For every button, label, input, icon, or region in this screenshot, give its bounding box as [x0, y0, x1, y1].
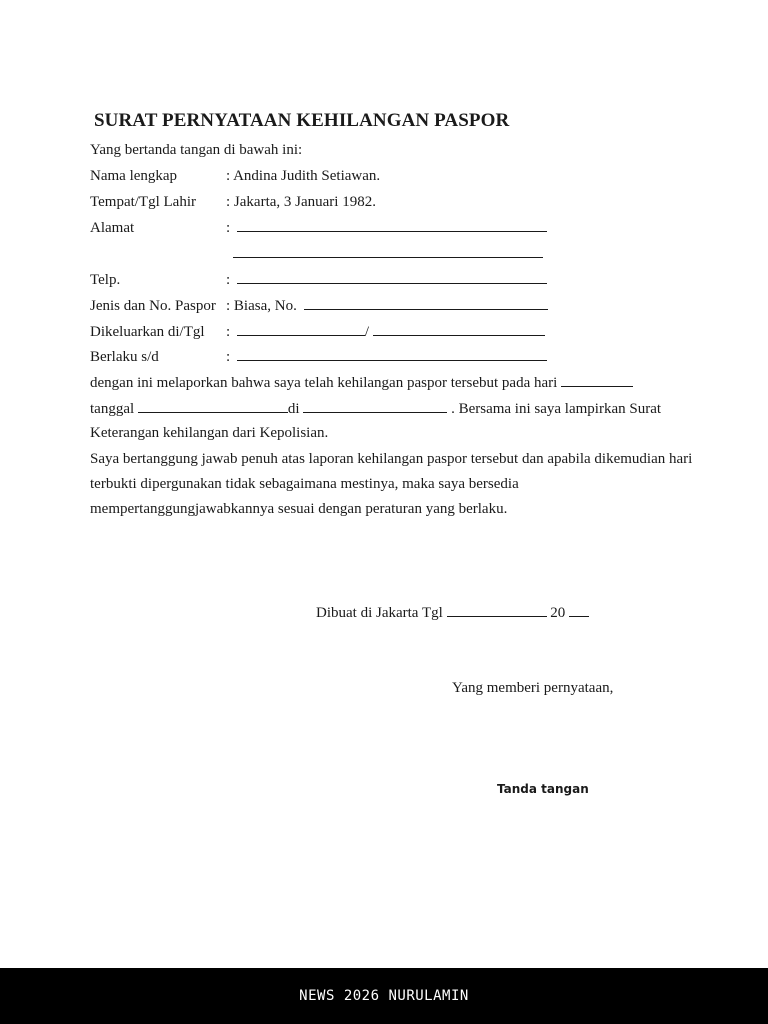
field-telp-label: Telp.: [90, 272, 121, 288]
dikeluarkan-separator: /: [364, 324, 370, 340]
field-dikeluarkan-colon: :: [226, 324, 231, 340]
field-paspor-label: Jenis dan No. Paspor: [90, 298, 216, 314]
field-telp: [90, 269, 547, 289]
telp-blank[interactable]: [237, 269, 547, 284]
field-alamat-label: Alamat: [90, 220, 135, 236]
intro-text: Yang bertanda tangan di bawah ini:: [90, 142, 303, 158]
field-telp-colon: :: [226, 272, 231, 288]
made-at-prefix: Dibuat di Jakarta Tgl: [316, 605, 443, 621]
field-ttl-value: : Jakarta, 3 Januari 1982.: [226, 194, 376, 210]
paspor-number-blank[interactable]: [304, 295, 548, 310]
report-line-2-tail: . Bersama ini saya lampirkan Surat: [451, 401, 662, 417]
made-year-blank[interactable]: [569, 602, 589, 617]
responsibility-line-1: Saya bertanggung jawab penuh atas laporan kehilangan paspor tersebut dan apabila dikemudian hari: [90, 451, 693, 467]
day-blank[interactable]: [561, 372, 633, 387]
alamat-blank-2[interactable]: [233, 243, 543, 258]
dikeluarkan-place-blank[interactable]: [237, 321, 365, 336]
signature-label: Tanda tangan: [497, 782, 589, 796]
field-nama-label: Nama lengkap: [90, 168, 178, 184]
berlaku-blank[interactable]: [237, 346, 547, 361]
place-blank[interactable]: [303, 398, 447, 413]
responsibility-line-2: terbukti dipergunakan tidak sebagaimana mestinya, maka saya bersedia: [90, 476, 519, 492]
field-alamat: [90, 217, 547, 237]
tanggal-label: tanggal: [90, 401, 135, 417]
field-paspor-value: : Biasa, No.: [226, 298, 297, 314]
field-berlaku-colon: :: [226, 349, 231, 365]
made-at: [316, 602, 589, 622]
field-ttl-label: Tempat/Tgl Lahir: [90, 194, 196, 210]
field-alamat-continued: [90, 243, 543, 263]
field-dikeluarkan-label: Dikeluarkan di/Tgl: [90, 324, 205, 340]
report-line-2: [90, 398, 661, 418]
field-paspor: [90, 295, 548, 315]
footer-banner: NEWS 2026 NURULAMIN: [0, 968, 768, 1024]
declarer-label: Yang memberi pernyataan,: [452, 680, 614, 696]
alamat-blank-1[interactable]: [237, 217, 547, 232]
di-label: di: [287, 401, 300, 417]
field-nama: [90, 166, 380, 186]
report-line-1: [90, 372, 633, 392]
field-berlaku-label: Berlaku s/d: [90, 349, 159, 365]
tanggal-blank[interactable]: [138, 398, 288, 413]
field-dikeluarkan: [90, 321, 545, 341]
field-nama-value: : Andina Judith Setiawan.: [226, 168, 381, 184]
field-berlaku: [90, 346, 547, 366]
document-title: SURAT PERNYATAAN KEHILANGAN PASPOR: [94, 110, 510, 131]
made-date-blank[interactable]: [447, 602, 547, 617]
field-ttl: [90, 192, 376, 212]
field-alamat-colon: :: [226, 220, 231, 236]
made-year-prefix: 20: [550, 605, 566, 621]
report-line-1-text: dengan ini melaporkan bahwa saya telah kehilangan paspor tersebut pada hari: [90, 375, 558, 391]
report-line-3: Keterangan kehilangan dari Kepolisian.: [90, 425, 329, 441]
dikeluarkan-date-blank[interactable]: [373, 321, 545, 336]
responsibility-line-3: mempertanggungjawabkannya sesuai dengan peraturan yang berlaku.: [90, 501, 508, 517]
